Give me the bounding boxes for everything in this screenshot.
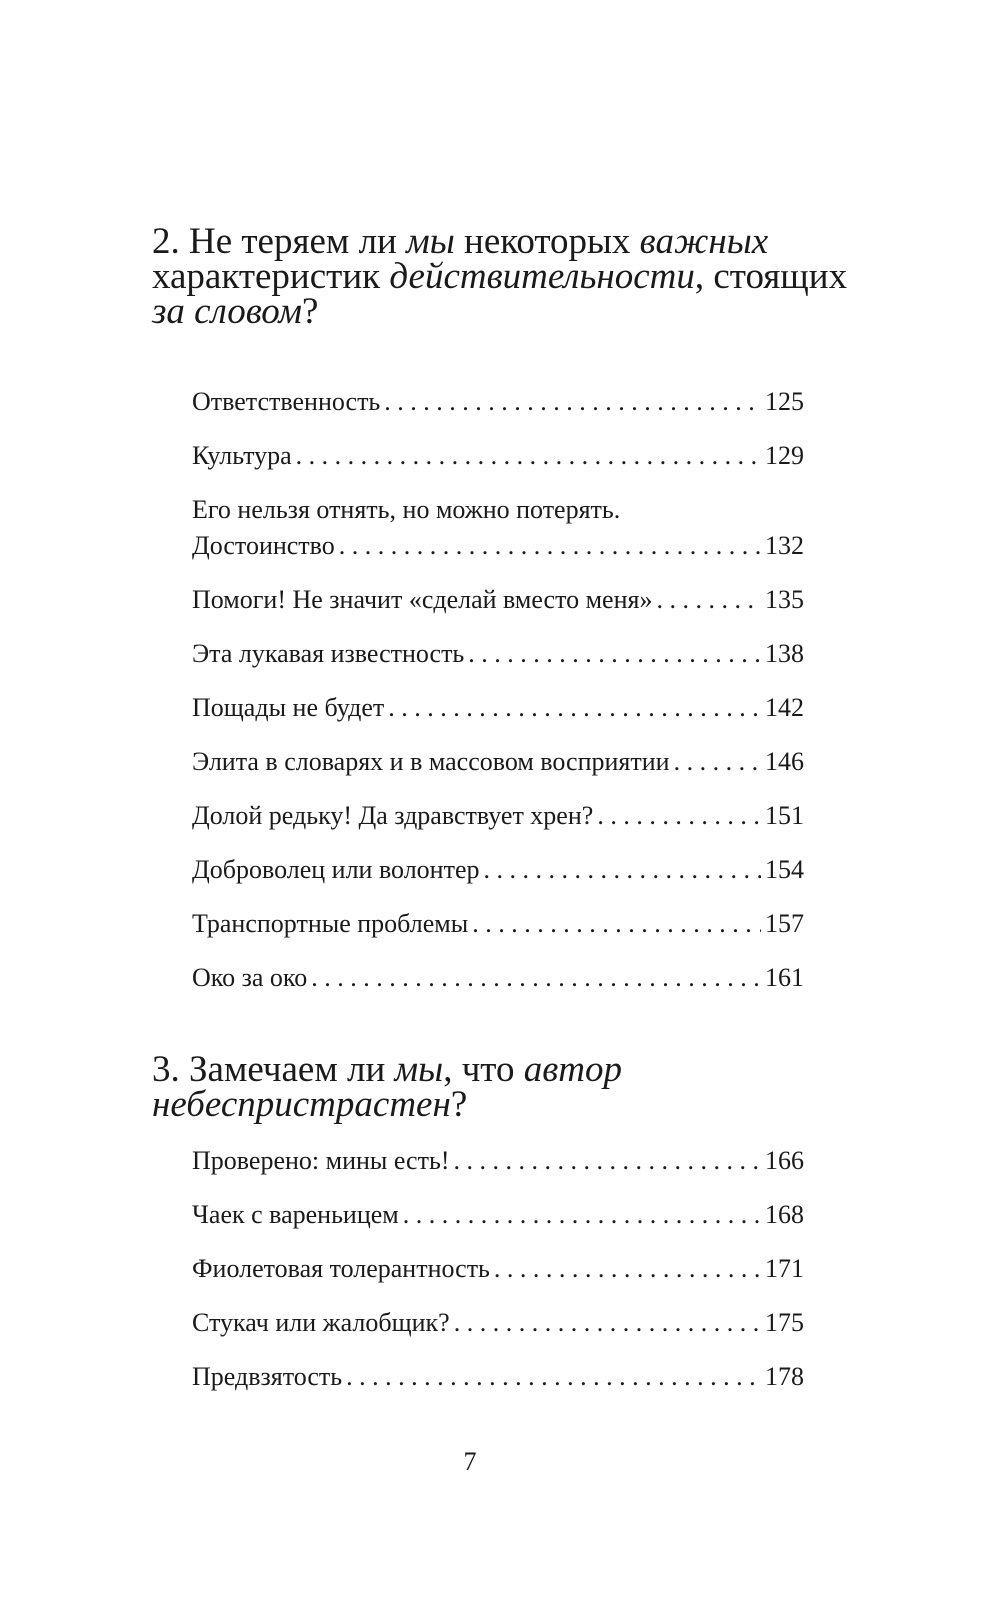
- dot-leader: [454, 1305, 761, 1341]
- dot-leader: [296, 438, 761, 474]
- heading-text-part: характеристик: [152, 256, 390, 297]
- toc-entry[interactable]: [192, 690, 804, 726]
- toc-entry-page-number: 161: [765, 963, 804, 992]
- toc-entry-title: Доброволец или волонтер: [192, 855, 480, 884]
- toc-entry-title-line: Его нельзя отнять, но можно потерять.: [192, 495, 621, 524]
- toc-entry-page-number: 129: [765, 441, 804, 470]
- toc-entry-title: Долой редьку! Да здравствует хрен?: [192, 801, 594, 830]
- toc-entry-line: [192, 1251, 804, 1287]
- toc-entry[interactable]: [192, 492, 804, 564]
- toc-entry-line: [192, 960, 804, 996]
- toc-entry[interactable]: [192, 438, 804, 474]
- toc-entry-line: [192, 1305, 804, 1341]
- toc-entry-line: [192, 744, 804, 780]
- toc-entry-page-number: 171: [765, 1254, 804, 1283]
- section-number: 3.: [152, 1049, 180, 1090]
- toc-entry-title: Фиолетовая толерантность: [192, 1254, 490, 1283]
- dot-leader: [311, 960, 761, 996]
- toc-entry[interactable]: [192, 636, 804, 672]
- toc-entry-title: Ответственность: [192, 387, 381, 416]
- dot-leader: [346, 1359, 761, 1395]
- toc-entry-title: Помоги! Не значит «сделай вместо меня»: [192, 585, 653, 614]
- dot-leader: [384, 384, 761, 420]
- heading-text-part: мы: [394, 1049, 444, 1090]
- toc-entry[interactable]: [192, 852, 804, 888]
- heading-text-part: ?: [450, 1084, 468, 1125]
- dot-leader: [484, 852, 762, 888]
- section-3-toc-list: [192, 1143, 804, 1413]
- toc-entry[interactable]: [192, 384, 804, 420]
- toc-entry-page-number: 166: [765, 1146, 804, 1175]
- toc-entry-line: [192, 438, 804, 474]
- toc-entry-page-number: 132: [765, 531, 804, 560]
- toc-entry[interactable]: [192, 1197, 804, 1233]
- heading-text-part: действительности: [389, 256, 695, 297]
- section-2-toc-list: [192, 384, 804, 1014]
- heading-text-part: некоторых: [454, 221, 640, 262]
- heading-text-part: ?: [301, 291, 319, 332]
- toc-entry[interactable]: [192, 960, 804, 996]
- toc-entry-title: Элита в словарях и в массовом восприятии: [192, 747, 670, 776]
- page-number: 7: [463, 1447, 477, 1476]
- heading-text-part: Не теряем ли: [179, 221, 407, 262]
- toc-entry-page-number: 157: [765, 909, 804, 938]
- toc-entry-line: [192, 906, 804, 942]
- dot-leader: [453, 1143, 761, 1179]
- toc-entry-page-number: 138: [765, 639, 804, 668]
- dot-leader: [403, 1197, 761, 1233]
- toc-entry-title: Транспортные проблемы: [192, 909, 469, 938]
- toc-entry-line: [192, 690, 804, 726]
- toc-entry-title: Стукач или жалобщик?: [192, 1308, 450, 1337]
- toc-entry-page-number: 135: [765, 585, 804, 614]
- toc-entry-line: [192, 1359, 804, 1395]
- toc-entry-line: [192, 1143, 804, 1179]
- toc-entry[interactable]: [192, 1305, 804, 1341]
- toc-entry-line: [192, 636, 804, 672]
- toc-entry-title: Око за око: [192, 963, 308, 992]
- dot-leader: [674, 744, 761, 780]
- toc-entry-line: [192, 528, 804, 564]
- toc-entry-line: [192, 384, 804, 420]
- dot-leader: [339, 528, 761, 564]
- dot-leader: [472, 906, 761, 942]
- toc-entry-line: [192, 1197, 804, 1233]
- toc-entry[interactable]: [192, 1359, 804, 1395]
- dot-leader: [468, 636, 761, 672]
- toc-entry-title: Достоинство: [192, 531, 335, 560]
- toc-entry-page-number: 175: [765, 1308, 804, 1337]
- toc-entry-title: Чаек с вареньицем: [192, 1200, 399, 1229]
- toc-entry[interactable]: [192, 1143, 804, 1179]
- toc-entry-page-number: 146: [765, 747, 804, 776]
- heading-text-part: за словом: [152, 291, 302, 332]
- heading-text-part: Замечаем ли: [179, 1049, 395, 1090]
- toc-entry[interactable]: [192, 582, 804, 618]
- heading-text-part: автор небеспристрастен: [152, 1049, 623, 1125]
- dot-leader: [494, 1251, 761, 1287]
- toc-entry-page-number: 125: [765, 387, 804, 416]
- toc-entry-title: Проверено: мины есть!: [192, 1146, 450, 1175]
- section-2-heading: [152, 221, 852, 332]
- toc-entry[interactable]: [192, 1251, 804, 1287]
- heading-text-part: важных: [639, 221, 769, 262]
- toc-entry-page-number: 178: [765, 1362, 804, 1391]
- section-3-heading: [152, 1049, 852, 1125]
- toc-entry-line: [192, 798, 804, 834]
- dot-leader: [597, 798, 761, 834]
- toc-entry-title: Предвзятость: [192, 1362, 343, 1391]
- section-number: 2.: [152, 221, 180, 262]
- dot-leader: [388, 690, 761, 726]
- dot-leader: [656, 582, 761, 618]
- toc-entry[interactable]: [192, 798, 804, 834]
- toc-entry-line: [192, 582, 804, 618]
- toc-entry-page-number: 151: [765, 801, 804, 830]
- toc-entry-title: Эта лукавая известность: [192, 639, 465, 668]
- toc-entry-page-number: 142: [765, 693, 804, 722]
- toc-entry-title: Культура: [192, 441, 292, 470]
- toc-entry-line: [192, 852, 804, 888]
- toc-entry-page-number: 154: [765, 855, 804, 884]
- heading-text-part: , стоящих: [694, 256, 848, 297]
- toc-entry[interactable]: [192, 906, 804, 942]
- heading-text-part: , что: [443, 1049, 524, 1090]
- toc-entry[interactable]: [192, 744, 804, 780]
- heading-text-part: мы: [406, 221, 455, 262]
- toc-entry-title: Пощады не будет: [192, 693, 385, 722]
- toc-entry-page-number: 168: [765, 1200, 804, 1229]
